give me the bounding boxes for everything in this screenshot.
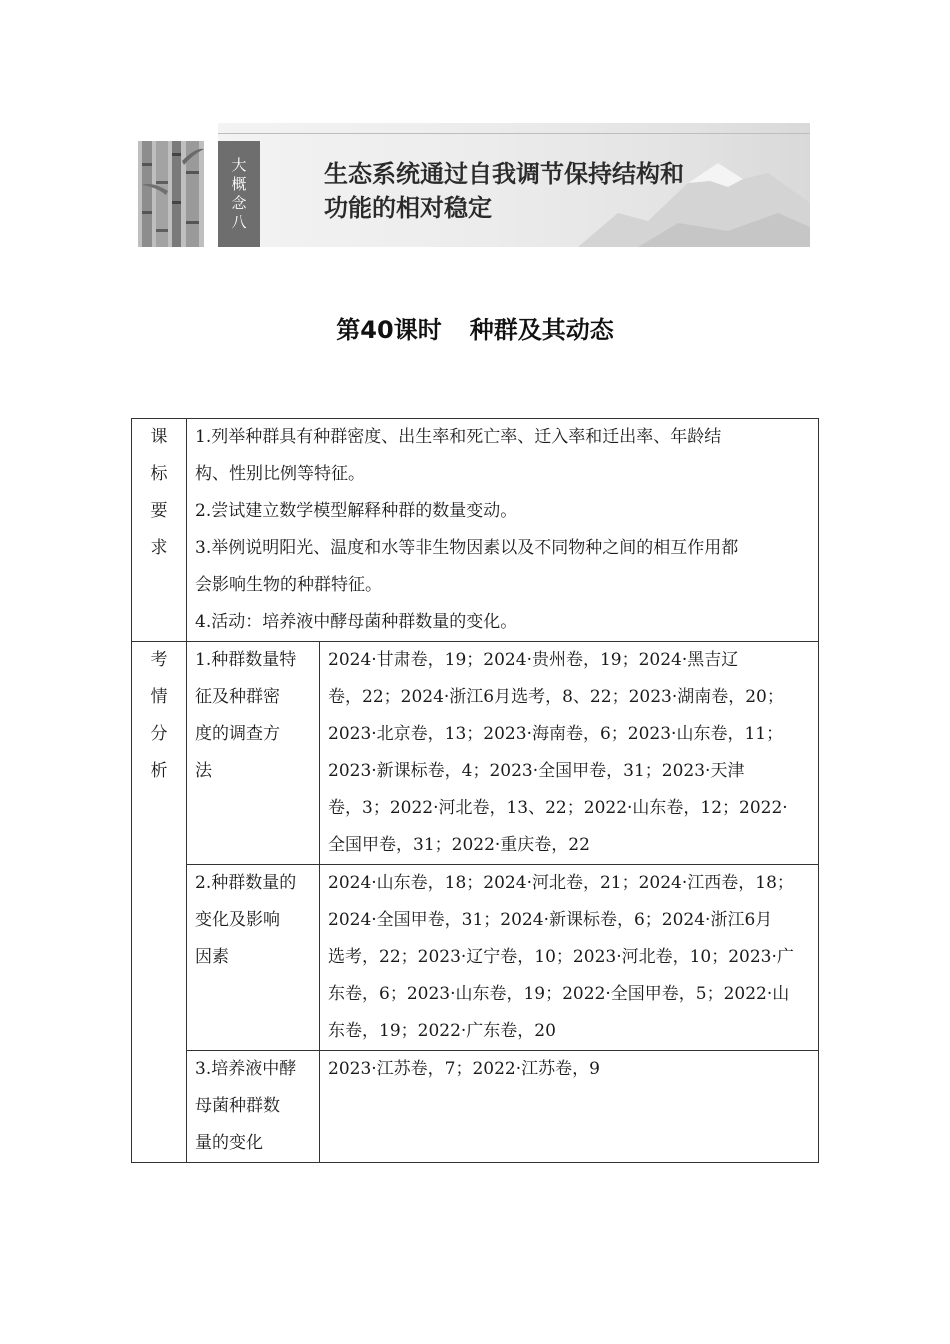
reference-line: 卷，3；2022·河北卷，13、22；2022·山东卷，12；2022· [328, 798, 788, 818]
reference-line: 2023·北京卷，13；2023·海南卷，6；2023·山东卷，11； [328, 724, 784, 744]
bamboo-image [138, 141, 204, 247]
analysis-header [132, 642, 187, 1163]
tag-char: 大 [231, 156, 247, 174]
reference-line: 2024·全国甲卷，31；2024·新课标卷，6；2024·浙江6月 [328, 910, 773, 930]
reference-line: 全国甲卷，31；2022·重庆卷，22 [328, 835, 590, 855]
curriculum-line: 构、性别比例等特征。 [195, 464, 365, 484]
analysis-references [320, 1051, 819, 1163]
header-char: 情 [150, 687, 168, 707]
analysis-row [132, 865, 819, 1051]
tag-char: 念 [231, 194, 247, 212]
analysis-row [132, 642, 819, 865]
analysis-references [320, 642, 819, 865]
banner-title-line: 生态系统通过自我调节保持结构和 [324, 160, 684, 188]
tag-char: 八 [231, 213, 247, 231]
reference-line: 东卷，6；2023·山东卷，19；2022·全国甲卷，5；2022·山 [328, 984, 790, 1004]
topic-line: 3.培养液中酵 [195, 1059, 297, 1079]
topic-line: 母菌种群数 [195, 1096, 280, 1116]
topic-line: 2.种群数量的 [195, 873, 297, 893]
analysis-row [132, 1051, 819, 1163]
curriculum-line: 1.列举种群具有种群密度、出生率和死亡率、迁入率和迁出率、年龄结 [195, 427, 722, 447]
banner-top-rule [218, 133, 810, 134]
reference-line: 2023·江苏卷，7；2022·江苏卷，9 [328, 1059, 600, 1079]
reference-line: 2024·甘肃卷，19；2024·贵州卷，19；2024·黑吉辽 [328, 650, 739, 670]
chapter-banner [138, 123, 810, 247]
topic-line: 法 [195, 761, 212, 781]
reference-line: 卷，22；2024·浙江6月选考，8、22；2023·湖南卷，20； [328, 687, 784, 707]
header-char: 考 [150, 650, 168, 670]
analysis-topic [187, 1051, 320, 1163]
analysis-topic [187, 865, 320, 1051]
topic-line: 因素 [195, 947, 229, 967]
curriculum-row [132, 419, 819, 642]
topic-line: 变化及影响 [195, 910, 280, 930]
topic-line: 1.种群数量特 [195, 650, 297, 670]
topic-line: 量的变化 [195, 1133, 263, 1153]
curriculum-line: 会影响生物的种群特征。 [195, 575, 382, 595]
topic-line: 征及种群密 [195, 687, 280, 707]
curriculum-line: 3.举例说明阳光、温度和水等非生物因素以及不同物种之间的相互作用都 [195, 538, 739, 558]
reference-line: 东卷，19；2022·广东卷，20 [328, 1021, 556, 1041]
header-char: 标 [150, 464, 168, 484]
header-char: 要 [150, 501, 168, 521]
reference-line: 2023·新课标卷，4；2023·全国甲卷，31；2023·天津 [328, 761, 745, 781]
big-concept-tag [218, 141, 260, 247]
reference-line: 选考，22；2023·辽宁卷，10；2023·河北卷，10；2023·广 [328, 947, 794, 967]
analysis-topic [187, 642, 320, 865]
lesson-title [0, 310, 950, 345]
curriculum-header [132, 419, 187, 642]
header-char: 析 [150, 761, 168, 781]
curriculum-content [187, 419, 819, 642]
banner-title [324, 157, 784, 225]
banner-title-line: 功能的相对稳定 [324, 194, 492, 222]
analysis-references [320, 865, 819, 1051]
header-char: 分 [150, 724, 168, 744]
lesson-info-table [131, 418, 819, 1163]
header-char: 课 [150, 427, 168, 447]
header-char: 求 [150, 538, 168, 558]
lesson-name: 种群及其动态 [469, 316, 614, 344]
tag-char: 概 [231, 175, 247, 193]
curriculum-line: 4.活动：培养液中酵母菌种群数量的变化。 [195, 612, 518, 632]
curriculum-line: 2.尝试建立数学模型解释种群的数量变动。 [195, 501, 518, 521]
reference-line: 2024·山东卷，18；2024·河北卷，21；2024·江西卷，18； [328, 873, 794, 893]
topic-line: 度的调查方 [195, 724, 280, 744]
lesson-number: 第40课时 [336, 316, 442, 344]
